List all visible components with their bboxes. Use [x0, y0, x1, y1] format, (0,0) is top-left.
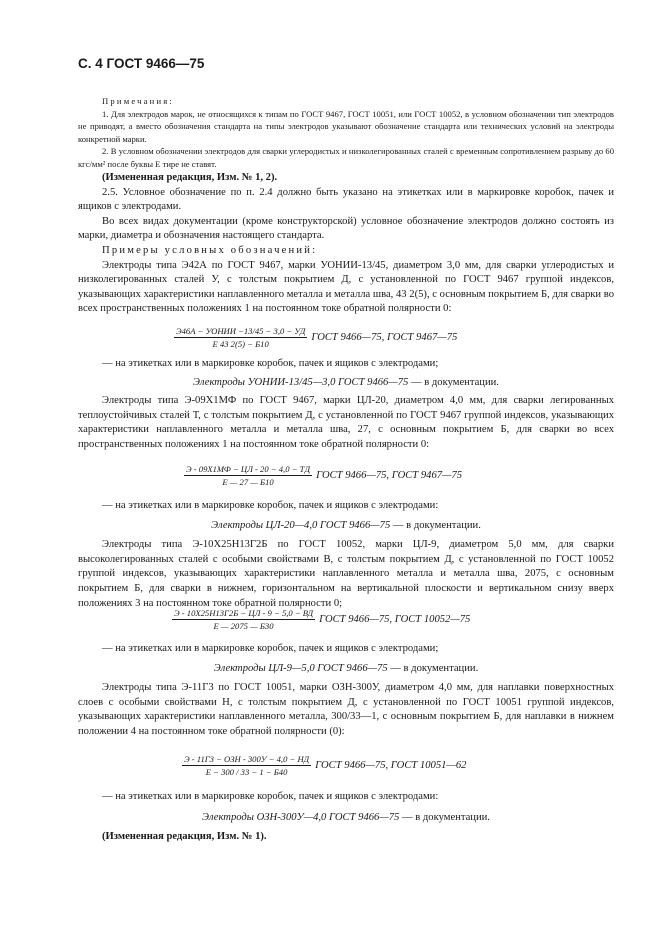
- fraction: [172, 608, 315, 631]
- doc-tail: — в документации.: [408, 376, 499, 388]
- note-item: 2. В условном обозначении электродов для сварки углеродистых и низколегированных сталей с временным сопротивлением разрыву до 60 кгс/мм² после буквы Е тире не ставят.: [78, 146, 614, 169]
- formula-gost: ГОСТ 9466—75, ГОСТ 10052—75: [319, 614, 471, 625]
- doc-designation: Электроды УОНИИ-13/45—3,0 ГОСТ 9466—75: [193, 376, 409, 388]
- notes-block: [78, 95, 614, 171]
- formula-gost: ГОСТ 9466—75, ГОСТ 9467—75: [311, 332, 458, 343]
- example-text: Электроды типа Э-09Х1МФ по ГОСТ 9467, марки ЦЛ-20, диаметром 4,0 мм, для сварки легированных теплоустойчивых сталей Т, с толстым покрытием Д, с установленной по ГОСТ 9467 группой индексов, указывающих характеристики наплавленного металла и металла шва, 27, с основным покрытием Б, для сварки во всех пространственных положениях 1 на постоянном токе обратной полярности 0:: [78, 395, 614, 450]
- notes-title: Примечания:: [102, 96, 175, 106]
- doc-designation: Электроды ЦЛ-20—4,0 ГОСТ 9466—75: [211, 519, 391, 531]
- fraction-numerator: Э - 11Г3 − ОЗН - 300У − 4,0 − НД: [184, 754, 310, 764]
- paragraph: Во всех видах документации (кроме конструкторской) условное обозначение электродов должно состоять из марки, диаметра и обозначения настоящего стандарта.: [78, 215, 614, 242]
- fraction-denominator: Е 43 2(5) − Б10: [212, 339, 269, 349]
- doc-line: [78, 811, 614, 826]
- example-text: Электроды типа Э-11Г3 по ГОСТ 10051, марки ОЗН-300У, диаметром 4,0 мм, для наплавки поверхностных слоев с особыми свойствами Н, с толстым покрытием Д, с установленной по ГОСТ 10051 группой индексов, указывающих характеристики наплавленного металла, 300/33—1, с основным покрытием Б, для наплавки в нижнем положении 4 на постоянном токе обратной полярности (0):: [78, 682, 614, 737]
- formula-gost: ГОСТ 9466—75, ГОСТ 9467—75: [316, 470, 463, 481]
- section-2-5: [78, 171, 614, 317]
- doc-tail: — в документации.: [387, 662, 479, 674]
- doc-line: [78, 662, 614, 677]
- doc-tail: — в документации.: [399, 811, 490, 823]
- label-line: — на этикетках или в маркировке коробок, пачек и ящиков с электродами:: [102, 500, 439, 511]
- example-3-tail: [78, 642, 614, 740]
- doc-designation: Электроды ОЗН-300У—4,0 ГОСТ 9466—75: [202, 811, 400, 823]
- fraction: [174, 326, 307, 349]
- fraction-denominator: Е − 300 / 33 − 1 − Б40: [205, 767, 288, 777]
- formula: [174, 326, 457, 349]
- fraction-denominator: Е — 2075 — Б30: [213, 621, 274, 631]
- page-header: С. 4 ГОСТ 9466—75: [78, 56, 205, 71]
- fraction: [184, 464, 312, 487]
- formula: [182, 754, 466, 777]
- fraction-numerator: Э - 10Х25Н13Г2Б − ЦЛ - 9 − 5,0 − ВД: [174, 608, 314, 618]
- note-item: 1. Для электродов марок, не относящихся к типам по ГОСТ 9467, ГОСТ 10051, или ГОСТ 10052, в условном обозначении тип электродов не приводят, а вместо обозначения стандарта на типы электродов указывают обозначение стандарта или технических условий на электроды конкретной марки.: [78, 108, 614, 144]
- example-text: Электроды типа Э42А по ГОСТ 9467, марки УОНИИ-13/45, диаметром 3,0 мм, для сварки углеродистых и низколегированных сталей У, с толстым покрытием Д, с установленной по ГОСТ 9467 группой индексов, указывающих характеристики наплавленного металла и металла шва, 43 2(5), с основным покрытием Б, для сварки во всех пространственных положениях 1 на постоянном токе обратной полярности 0:: [78, 259, 614, 315]
- fraction-numerator: Э46А − УОНИИ −13/45 − 3,0 − УД: [176, 326, 306, 336]
- formula: [172, 608, 470, 631]
- doc-line: [78, 376, 614, 391]
- example-text: Электроды типа Э-10Х25Н13Г2Б по ГОСТ 10052, марки ЦЛ-9, диаметром 5,0 мм, для сварки высоколегированных сталей с особыми свойствами В, с толстым покрытием Д, с установленной по ГОСТ 10052 группой индексов, указывающих характеристики наплавленного металла и металла шва, 2075, с основным покрытием Б, для сварки в нижнем, горизонтальном на вертикальной плоскости и вертикальном снизу вверх положениях 3 на постоянном токе обратной полярности 0;: [78, 539, 614, 609]
- fraction: [182, 754, 311, 777]
- example-1-tail: [78, 357, 614, 453]
- example-4-tail: [78, 790, 614, 845]
- example-2-tail: [78, 499, 614, 611]
- fraction-denominator: Е — 27 — Б10: [222, 477, 274, 487]
- formula: [184, 464, 462, 487]
- label-line: — на этикетках или в маркировке коробок, пачек и ящиков с электродами:: [102, 791, 439, 802]
- revision-note: (Измененная редакция, Изм. № 1).: [102, 831, 267, 843]
- formula-gost: ГОСТ 9466—75, ГОСТ 10051—62: [315, 760, 467, 771]
- fraction-numerator: Э - 09Х1МФ − ЦЛ - 20 − 4,0 − ТД: [186, 464, 311, 474]
- doc-line: [78, 519, 614, 534]
- revision-note: (Измененная редакция, Изм. № 1, 2).: [102, 172, 278, 183]
- label-line: — на этикетках или в маркировке коробок, пачек и ящиков с электродами;: [102, 358, 439, 369]
- examples-title: Примеры условных обозначений:: [102, 244, 318, 256]
- doc-designation: Электроды ЦЛ-9—5,0 ГОСТ 9466—75: [213, 662, 388, 674]
- label-line: — на этикетках или в маркировке коробок, пачек и ящиков с электродами;: [102, 643, 439, 654]
- doc-tail: — в документации.: [390, 519, 481, 531]
- paragraph: 2.5. Условное обозначение по п. 2.4 должно быть указано на этикетках или в маркировке коробок, пачек и ящиков с электродами.: [78, 186, 614, 213]
